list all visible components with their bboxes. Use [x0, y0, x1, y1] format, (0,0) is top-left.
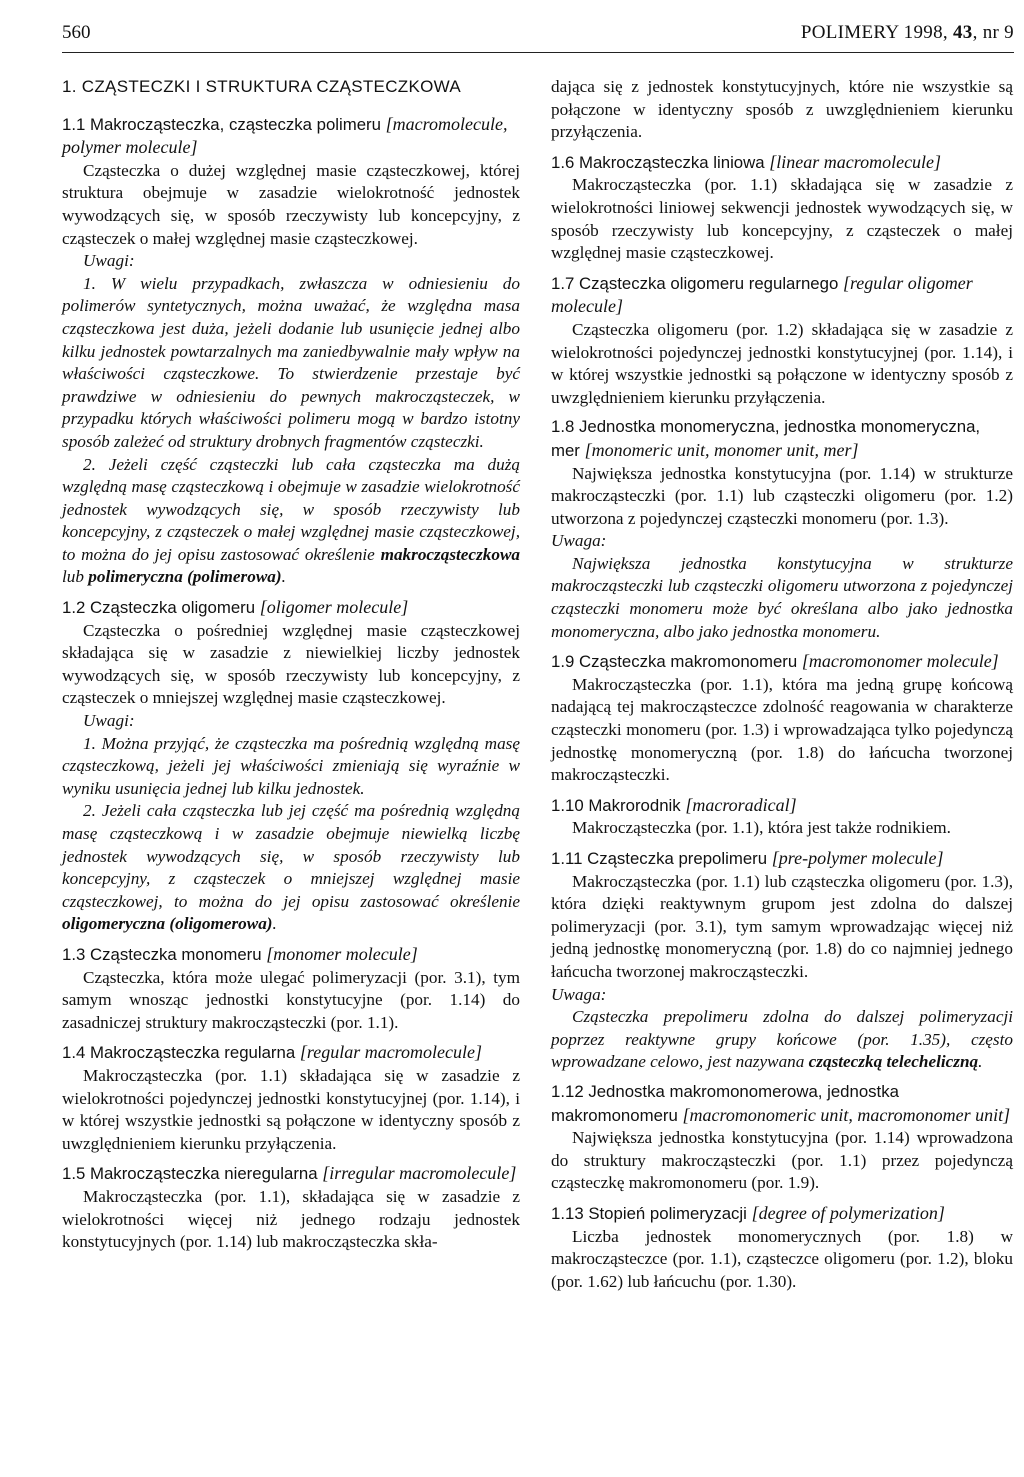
notes-label: Uwaga: — [551, 984, 607, 1004]
definition-1-1: Cząsteczka o dużej względnej masie cząsteczkowej, której struktura obejmuje w zasadzie wielokrotność jednostek wywodzących się, w sposób rzeczywisty lub koncepcyjny, z cząsteczek o małej względnej masie cząsteczkowej. — [62, 160, 520, 248]
section-heading-1-2: 1.2 Cząsteczka oligomeru [oligomer molecule] — [62, 597, 409, 618]
note-1-8: Największa jednostka konstytucyjna w strukturze makrocząsteczki lub cząsteczki oligomeru utworzona z pojedynczej cząsteczki monomeru może być określana albo jako jednostka monomeryczna, albo jako jednostka monomeru. — [551, 553, 1013, 641]
section-heading-1-4: 1.4 Makrocząsteczka regularna [regular macromolecule] — [62, 1042, 482, 1063]
section-heading-1-1: 1.1 Makrocząsteczka, cząsteczka polimeru [macromolecule, polymer molecule] — [62, 113, 508, 158]
section-heading-1-13: 1.13 Stopień polimeryzacji [degree of polymerization] — [551, 1202, 945, 1223]
definition-1-8: Największa jednostka konstytucyjna (por. 1.14) w strukturze makrocząsteczki (por. 1.1) lub cząsteczki oligomeru (por. 1.2) utworzona z pojedynczej cząsteczki monomeru (por. 1.3). — [551, 463, 1013, 528]
english-term: [macromonomer molecule] — [801, 651, 999, 672]
definition-1-9: Makrocząsteczka (por. 1.1), która ma jedną grupę końcową nadającą tej makrocząsteczce zdolność reagowania w charakterze cząsteczki monomeru (por. 1.3) i wprowadzająca tylko pojedynczą jednostkę monomeryczną (por. 1.8) do łańcucha tworzonej makrocząsteczki. — [551, 674, 1013, 785]
english-term: [regular macromolecule] — [299, 1042, 482, 1063]
definition-1-13: Liczba jednostek monomerycznych (por. 1.8) w makrocząsteczce (por. 1.1), cząsteczce oligomeru (por. 1.2), bloku (por. 1.62) lub łańcuchu (por. 1.30). — [551, 1226, 1013, 1291]
journal-volume: 43 — [953, 22, 973, 43]
section-heading-1-6: 1.6 Makrocząsteczka liniowa [linear macromolecule] — [551, 151, 942, 172]
chapter-heading: 1. CZĄSTECZKI I STRUKTURA CZĄSTECZKOWA — [62, 77, 461, 96]
definition-1-5: Makrocząsteczka (por. 1.1), składająca się w zasadzie z wielokrotności więcej niż jednego rodzaju jednostek konstytucyjnych (por. 1.14) lub makrocząsteczka skła- — [62, 1186, 520, 1252]
journal-citation: POLIMERY 1998, 43, nr 9 — [800, 22, 1014, 43]
note-1-2-2: 2. Jeżeli cała cząsteczka lub jej część ma pośrednią względną masę cząsteczkową i w zasadzie obejmuje niewielką liczbę jednostek wywodzących się, w sposób rzeczywisty lub koncepcyjny, z cząsteczek o mniejszej względnej masie cząsteczkowej, to można do jej opisu zastosować określenie oligomeryczna (oligomerowa). — [62, 801, 520, 934]
section-heading-1-8: 1.8 Jednostka monomeryczna, jednostka monomeryczna, mer [monomeric unit, monomer unit, mer] — [551, 417, 981, 460]
definition-1-6: Makrocząsteczka (por. 1.1) składająca się w zasadzie z wielokrotności liniowej sekwencji jednostek wywodzących się, w sposób rzeczywisty lub koncepcyjny, z cząsteczek o małej względnej masie cząsteczkowej. — [551, 175, 1013, 263]
definition-1-4: Makrocząsteczka (por. 1.1) składająca się w zasadzie z wielokrotności pojedynczej jednostki konstytucyjnej (por. 1.14), i w której wszystkie jednostki są połączone w identyczny sposób z uwzględnieniem kierunku przyłączenia. — [62, 1065, 520, 1153]
english-term: [irregular macromolecule] — [322, 1163, 517, 1184]
english-term: [linear macromolecule] — [769, 151, 942, 172]
section-heading-1-7: 1.7 Cząsteczka oligomeru regularnego [regular oligomer molecule] — [551, 272, 973, 317]
right-column — [551, 76, 1013, 1293]
english-term: [monomeric unit, monomer unit, mer] — [584, 439, 859, 460]
note-1-11: Cząsteczka prepolimeru zdolna do dalszej polimeryzacji poprzez reaktywne grupy końcowe (por. 1.35), często wprowadzane celowo, jest nazywana cząsteczką telecheliczną. — [551, 1007, 1013, 1072]
section-heading-1-3: 1.3 Cząsteczka monomeru [monomer molecule] — [62, 943, 418, 964]
english-term: [monomer molecule] — [266, 943, 418, 964]
section-heading-1-5: 1.5 Makrocząsteczka nieregularna [irregular macromolecule] — [62, 1163, 517, 1184]
english-term: [pre-polymer molecule] — [771, 848, 944, 868]
note-1-1-1: 1. W wielu przypadkach, zwłaszcza w odniesieniu do polimerów syntetycznych, można uważać, że względna masa cząsteczkowa jest duża, jeżeli dodanie lub usunięcie jednej albo kilku jednostek powtarzalnych ma zaniedbywalnie mały wpływ na właściwości cząsteczkowe. To stwierdzenie przestaje być prawdziwe w odniesieniu do pewnych makrocząsteczek, w przypadku których właściwości polimeru mogą w bardzo istotny sposób zależeć od struktury drobnych fragmentów cząsteczki. — [62, 273, 520, 451]
english-term: [regular oligomer molecule] — [551, 272, 973, 317]
page-number: 560 — [62, 22, 91, 43]
definition-1-11: Makrocząsteczka (por. 1.1) lub cząsteczka oligomeru (por. 1.3), która dzięki reaktywnym grupom jest zdolna do dalszej polimeryzacji (por. 3.1), tym samym wprowadzając więcej niż jedną jednostkę monomeryczną (por. 1.8) do co najmniej jednego łańcucha tworzonej makrocząsteczki. — [551, 871, 1013, 981]
continued-text: dająca się z jednostek konstytucyjnych, które nie wszystkie są połączone w identyczny sposób z uwzględnieniem kierunku przyłączenia. — [551, 77, 1013, 142]
note-1-2-1: 1. Można przyjąć, że cząsteczka ma pośrednią względną masę cząsteczkową, jeżeli jej właściwości zmieniają się wyraźnie w wyniku usunięcia jednej lub kilku jednostek. — [62, 733, 520, 798]
page-header — [62, 22, 1014, 53]
notes-label: Uwagi: — [83, 251, 135, 271]
english-term: [degree of polymerization] — [751, 1202, 945, 1223]
notes-label: Uwagi: — [83, 711, 135, 731]
definition-1-3: Cząsteczka, która może ulegać polimeryzacji (por. 3.1), tym samym wnosząc jednostki konstytucyjne (por. 1.14) do zasadniczej struktury makrocząsteczki (por. 1.1). — [62, 967, 520, 1032]
section-heading-1-9: 1.9 Cząsteczka makromonomeru [macromonomer molecule] — [551, 651, 999, 672]
english-term: [oligomer molecule] — [259, 597, 409, 618]
notes-label: Uwaga: — [551, 531, 607, 551]
definition-1-12: Największa jednostka konstytucyjna (por. 1.14) wprowadzona do struktury makrocząsteczki (por. 1.1) przez pojedynczą cząsteczkę makromonomeru (por. 1.9). — [551, 1128, 1013, 1193]
note-1-1-2: 2. Jeżeli część cząsteczki lub cała cząsteczka ma dużą względną masę cząsteczkową i obejmuje w zasadzie wielokrotność jednostek wywodzących się, w sposób rzeczywisty lub koncepcyjny, z cząsteczek o małej względnej masie cząsteczkowej, to można do jej opisu zastosować określenie makrocząsteczkowa lub polimeryczna (polimerowa). — [62, 454, 520, 587]
section-heading-1-12: 1.12 Jednostka makromonomerowa, jednostka makromonomeru [macromonomeric unit, macromonomer unit] — [551, 1081, 1011, 1125]
english-term: [macromolecule, polymer molecule] — [62, 113, 508, 158]
definition-1-7: Cząsteczka oligomeru (por. 1.2) składająca się w zasadzie z wielokrotności pojedynczej jednostki konstytucyjnej (por. 1.14), i w której wszystkie jednostki są połączone w identyczny sposób z uwzględnieniem kierunku przyłączenia. — [551, 319, 1013, 407]
english-term: [macromonomeric unit, macromonomer unit] — [682, 1104, 1011, 1125]
section-heading-1-11: 1.11 Cząsteczka prepolimeru [pre-polymer molecule] — [551, 848, 944, 868]
section-heading-1-10: 1.10 Makrorodnik [macroradical] — [551, 794, 797, 815]
definition-1-10: Makrocząsteczka (por. 1.1), która jest także rodnikiem. — [572, 818, 951, 838]
definition-1-2: Cząsteczka o pośredniej względnej masie cząsteczkowej składająca się w zasadzie z niewielkiej liczby jednostek wywodzących się, w sposób rzeczywisty lub koncepcyjny, z cząsteczek o mniejszej względnej masie cząsteczkowej. — [62, 620, 520, 708]
english-term: [macroradical] — [685, 794, 797, 815]
left-column — [62, 76, 520, 1254]
